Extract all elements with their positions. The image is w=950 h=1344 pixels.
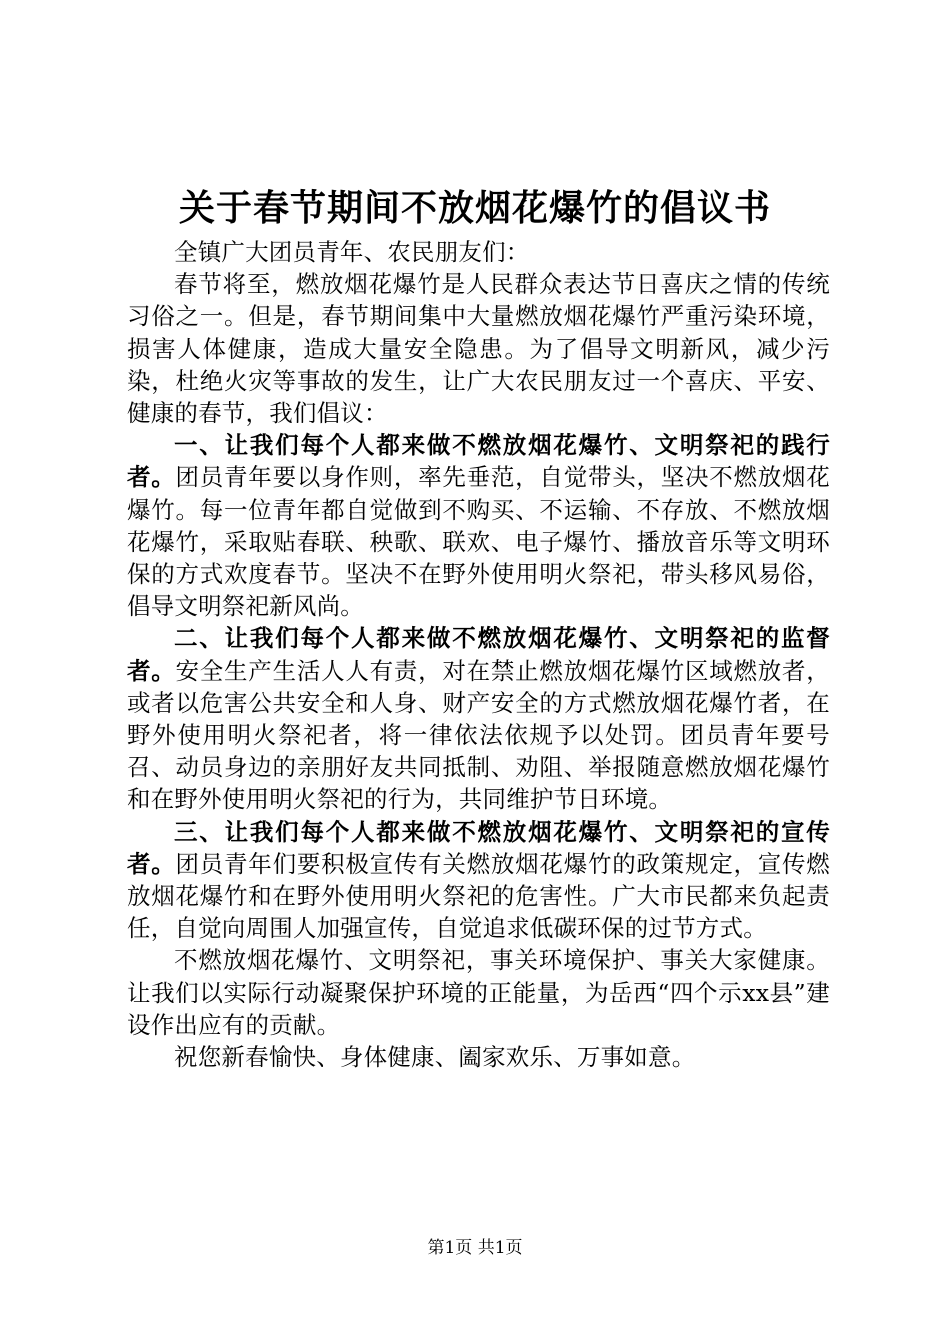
wishes-paragraph: 祝您新春愉快、身体健康、阖家欢乐、万事如意。 xyxy=(174,1043,696,1072)
section-text-3: 团员青年们要积极宣传有关燃放烟花爆竹的政策规定，宣传燃放烟花爆竹和在野外使用明火祭祀的危害性。广大市民都来负起责任，自觉向周围人加强宣传，自觉追求低碳环保的过节方式。 xyxy=(127,849,830,943)
intro-paragraph: 春节将至，燃放烟花爆竹是人民群众表达节日喜庆之情的传统习俗之一。但是，春节期间集中大量燃放烟花爆竹严重污染环境，损害人体健康，造成大量安全隐患。为了倡导文明新风，减少污染，杜绝火灾等事故的发生，让广大农民朋友过一个喜庆、平安、健康的春节，我们倡议： xyxy=(127,270,830,428)
closing-paragraph: 不燃放烟花爆竹、文明祭祀，事关环境保护、事关大家健康。让我们以实际行动凝聚保护环境的正能量，为岳西“四个示xx县”建设作出应有的贡献。 xyxy=(127,946,830,1039)
section-lead-2: 二、让我们每个人都来做不燃放烟花爆竹、文明祭祀的监督者。 xyxy=(127,624,830,685)
section-paragraph-1 xyxy=(127,429,830,622)
section-paragraph-2 xyxy=(127,622,830,815)
document-title: 关于春节期间不放烟花爆竹的倡议书 xyxy=(178,187,771,229)
section-paragraph-3 xyxy=(127,816,830,945)
section-text-2: 安全生产生活人人有责，对在禁止燃放烟花爆竹区域燃放者，或者以危害公共安全和人身、财产安全的方式燃放烟花爆竹者，在野外使用明火祭祀者，将一律依法依规予以处罚。团员青年要号召、动员身边的亲朋好友共同抵制、劝阻、举报随意燃放烟花爆竹和在野外使用明火祭祀的行为，共同维护节日环境。 xyxy=(127,656,830,814)
page-footer: 第1页 共1页 xyxy=(427,1238,523,1258)
section-lead-1: 一、让我们每个人都来做不燃放烟花爆竹、文明祭祀的践行者。 xyxy=(127,431,830,492)
document-body xyxy=(127,236,830,1073)
salutation: 全镇广大团员青年、农民朋友们： xyxy=(174,238,530,266)
section-text-1: 团员青年要以身作则，率先垂范，自觉带头，坚决不燃放烟花爆竹。每一位青年都自觉做到不购买、不运输、不存放、不燃放烟花爆竹，采取贴春联、秧歌、联欢、电子爆竹、播放音乐等文明环保的方式欢度春节。坚决不在野外使用明火祭祀，带头移风易俗，倡导文明祭祀新风尚。 xyxy=(127,463,830,621)
section-lead-3: 三、让我们每个人都来做不燃放烟花爆竹、文明祭祀的宣传者。 xyxy=(127,817,830,878)
